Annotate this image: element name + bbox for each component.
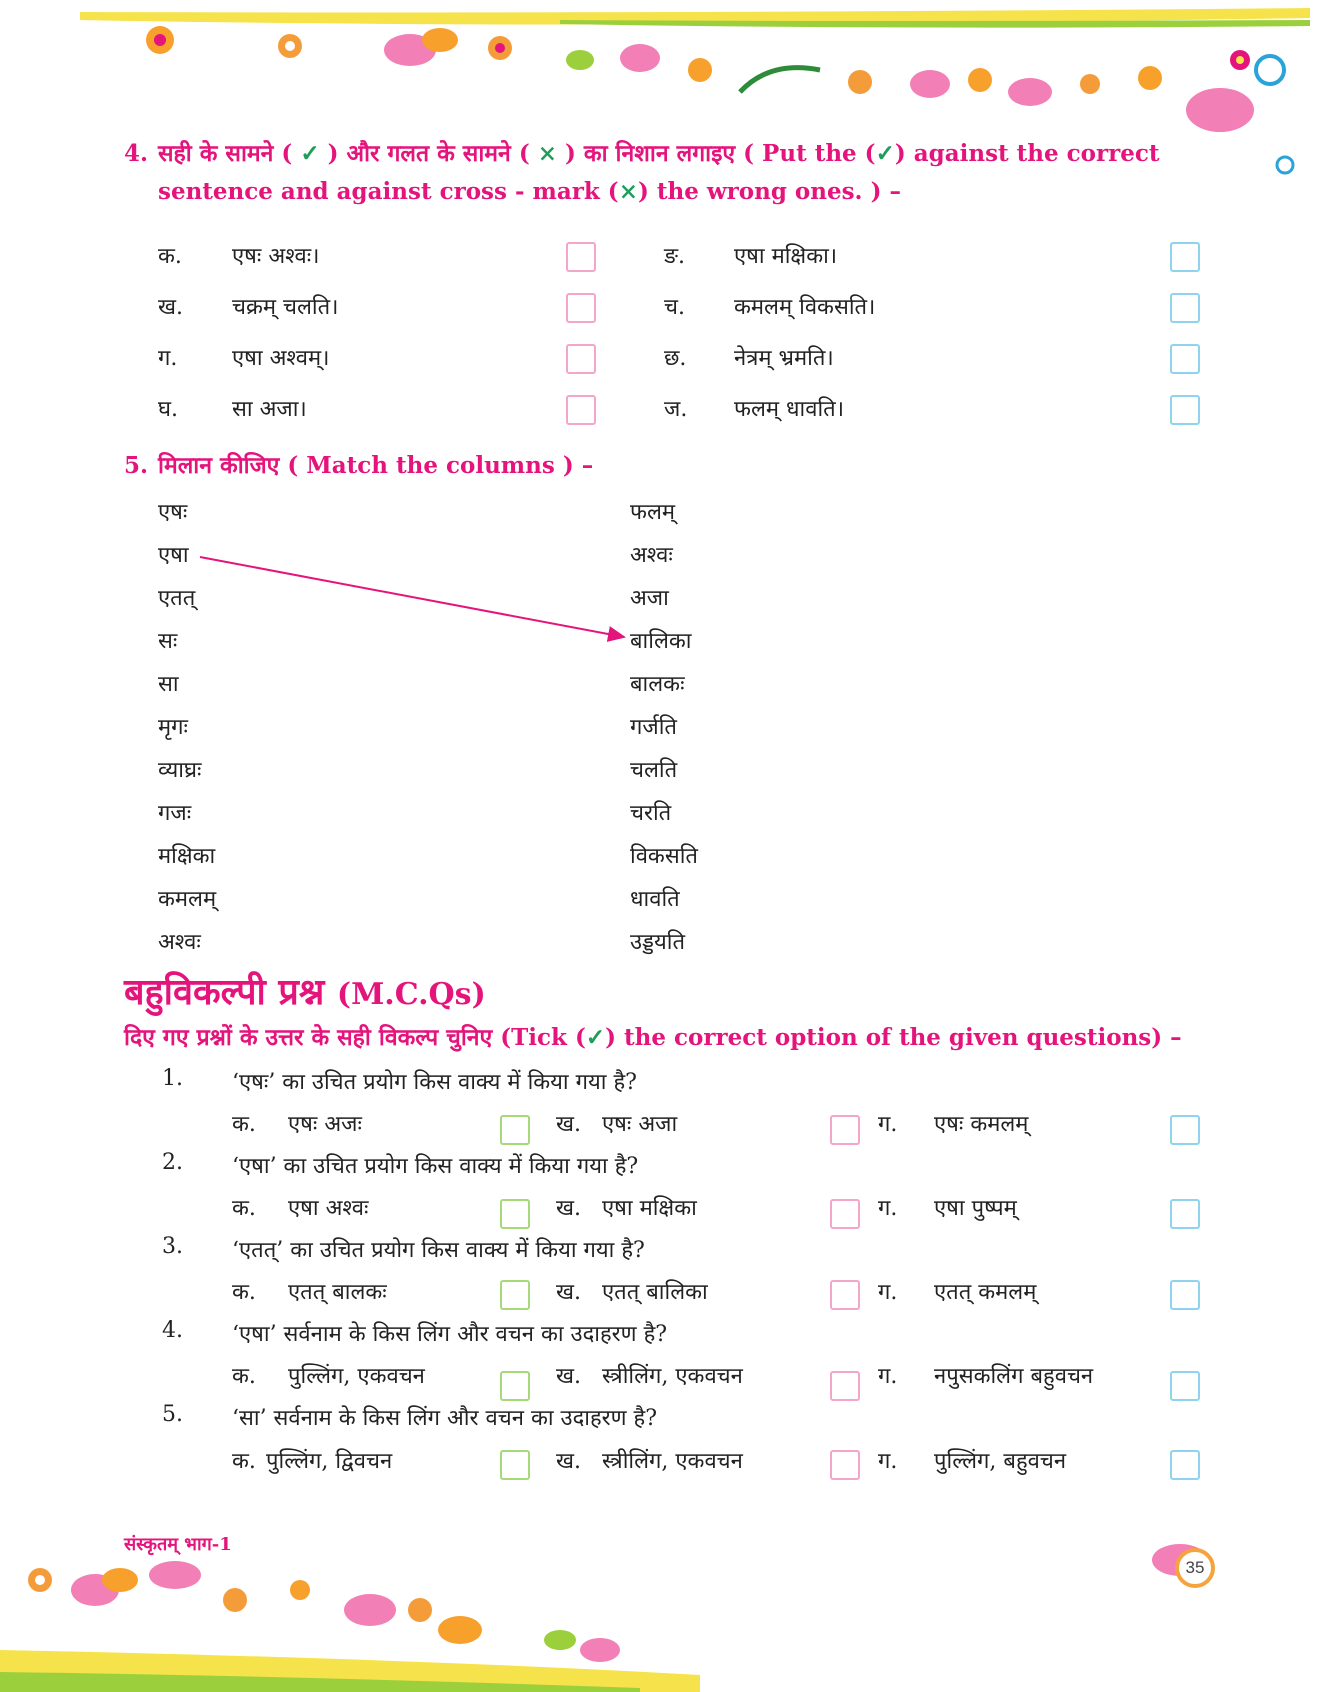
match-left-item: मृगः bbox=[158, 715, 188, 740]
q4-title-part3: ) का निशान लगाइए ( Put the ( bbox=[565, 140, 876, 167]
mcq-option-c: एषा पुष्पम् bbox=[934, 1196, 1017, 1221]
mcq-option-label: क. bbox=[232, 1280, 256, 1305]
mcq-option-label: ख. bbox=[556, 1449, 581, 1474]
mcq-option-a: एषः अजः bbox=[288, 1112, 362, 1137]
mcq-question-number: 2. bbox=[162, 1150, 183, 1175]
mcq-heading-en: (M.C.Qs) bbox=[336, 977, 486, 1012]
mcq-heading bbox=[124, 966, 486, 1015]
tick-icon: ✓ bbox=[585, 1024, 606, 1051]
mcq-option-c: पुल्लिंग, बहुवचन bbox=[934, 1449, 1067, 1474]
match-left-item: गजः bbox=[158, 801, 192, 826]
q4-number: 4. bbox=[124, 140, 149, 167]
mcq-checkbox[interactable] bbox=[830, 1199, 860, 1229]
mcq-question-number: 4. bbox=[162, 1318, 183, 1343]
mcq-checkbox[interactable] bbox=[830, 1450, 860, 1480]
mcq-option-a: एषा अश्वः bbox=[288, 1196, 369, 1221]
mcq-option-label: ख. bbox=[556, 1280, 581, 1305]
mcq-checkbox[interactable] bbox=[500, 1199, 530, 1229]
mcq-option-b: स्त्रीलिंग, एकवचन bbox=[602, 1449, 743, 1474]
mcq-checkbox[interactable] bbox=[1170, 1115, 1200, 1145]
bottom-floral-border bbox=[0, 1540, 1332, 1692]
tick-icon: ✓ bbox=[875, 140, 895, 167]
mcq-option-label: ग. bbox=[878, 1364, 898, 1389]
mcq-checkbox[interactable] bbox=[830, 1280, 860, 1310]
mcq-question-number: 1. bbox=[162, 1066, 183, 1091]
mcq-instruction-part2: ) the correct option of the given questions) – bbox=[605, 1024, 1182, 1051]
match-right-item: बालिका bbox=[630, 629, 692, 654]
mcq-question-text: ‘एषा’ सर्वनाम के किस लिंग और वचन का उदाहरण है? bbox=[232, 1322, 668, 1347]
mcq-option-a: पुल्लिंग, द्विवचन bbox=[266, 1449, 393, 1474]
q4-title-part1: सही के सामने ( bbox=[158, 140, 293, 167]
mcq-checkbox[interactable] bbox=[500, 1115, 530, 1145]
match-right-item: गर्जति bbox=[630, 715, 677, 740]
mcq-option-label: ग. bbox=[878, 1280, 898, 1305]
cross-icon: × bbox=[618, 178, 638, 205]
mcq-option-label: क. bbox=[232, 1364, 256, 1389]
match-right-item: चरति bbox=[630, 801, 672, 826]
q4-item-label: ङ. bbox=[664, 244, 686, 269]
mcq-question-text: ‘एषा’ का उचित प्रयोग किस वाक्य में किया गया है? bbox=[232, 1154, 639, 1179]
q4-item-label: ज. bbox=[664, 397, 688, 422]
mcq-question-number: 3. bbox=[162, 1234, 183, 1259]
match-right-item: विकसति bbox=[630, 844, 698, 869]
mcq-checkbox[interactable] bbox=[1170, 1199, 1200, 1229]
match-right-item: अजा bbox=[630, 586, 669, 611]
mcq-option-label: क. bbox=[232, 1196, 256, 1221]
match-left-item: व्याघ्रः bbox=[158, 758, 202, 783]
match-right-item: धावति bbox=[630, 887, 680, 912]
mcq-option-b: एतत् बालिका bbox=[602, 1280, 708, 1305]
q4-title-part4: ) against the correct bbox=[894, 140, 1160, 167]
q4-item-text: फलम् धावति। bbox=[734, 397, 845, 422]
mcq-option-b: एषः अजा bbox=[602, 1112, 678, 1137]
match-right-item: फलम् bbox=[630, 500, 676, 525]
match-right-item: अश्वः bbox=[630, 543, 673, 568]
mcq-option-a: पुल्लिंग, एकवचन bbox=[288, 1364, 425, 1389]
mcq-option-label: क. bbox=[232, 1112, 256, 1137]
match-left-item: एतत् bbox=[158, 586, 196, 611]
q4-item-text: सा अजा। bbox=[232, 397, 307, 422]
match-right-item: बालकः bbox=[630, 672, 685, 697]
mcq-option-label: ख. bbox=[556, 1364, 581, 1389]
mcq-option-label: ख. bbox=[556, 1112, 581, 1137]
mcq-checkbox[interactable] bbox=[500, 1450, 530, 1480]
mcq-heading-hi: बहुविकल्पी प्रश्न bbox=[124, 971, 325, 1013]
mcq-checkbox[interactable] bbox=[500, 1371, 530, 1401]
cross-icon: × bbox=[537, 140, 558, 167]
q5-title-text: मिलान कीजिए ( Match the columns ) – bbox=[158, 452, 594, 479]
mcq-option-b: स्त्रीलिंग, एकवचन bbox=[602, 1364, 743, 1389]
mcq-option-c: नपुसकलिंग बहुवचन bbox=[934, 1364, 1094, 1389]
mcq-checkbox[interactable] bbox=[830, 1115, 860, 1145]
q4-title-part6: ) the wrong ones. ) – bbox=[637, 178, 901, 205]
mcq-option-label: ख. bbox=[556, 1196, 581, 1221]
mcq-option-c: एतत् कमलम् bbox=[934, 1280, 1037, 1305]
q4-item-text: एषा अश्वम्। bbox=[232, 346, 330, 371]
q4-title-part5: sentence and against cross - mark ( bbox=[158, 178, 619, 205]
mcq-instruction-part1: दिए गए प्रश्नों के उत्तर के सही विकल्प चुनिए (Tick ( bbox=[124, 1024, 586, 1051]
match-left-item: एषः bbox=[158, 500, 188, 525]
mcq-option-c: एषः कमलम् bbox=[934, 1112, 1029, 1137]
mcq-question-text: ‘सा’ सर्वनाम के किस लिंग और वचन का उदाहरण है? bbox=[232, 1406, 658, 1431]
q4-item-text: कमलम् विकसति। bbox=[734, 295, 876, 320]
match-right-item: चलति bbox=[630, 758, 678, 783]
q4-item-label: ख. bbox=[158, 295, 183, 320]
mcq-question-text: ‘एतत्’ का उचित प्रयोग किस वाक्य में किया गया है? bbox=[232, 1238, 645, 1263]
book-title: संस्कृतम् भाग-1 bbox=[124, 1534, 232, 1555]
mcq-checkbox[interactable] bbox=[1170, 1280, 1200, 1310]
match-left-item: एषा bbox=[158, 543, 189, 568]
match-left-item: कमलम् bbox=[158, 887, 217, 912]
q4-item-label: क. bbox=[158, 244, 182, 269]
match-left-item: सा bbox=[158, 672, 179, 697]
mcq-option-label: ग. bbox=[878, 1112, 898, 1137]
mcq-option-label: ग. bbox=[878, 1449, 898, 1474]
q4-item-text: एषा मक्षिका। bbox=[734, 244, 838, 269]
q4-title-part2: ) और गलत के सामने ( bbox=[327, 140, 530, 167]
mcq-checkbox[interactable] bbox=[830, 1371, 860, 1401]
mcq-question-text: ‘एषः’ का उचित प्रयोग किस वाक्य में किया गया है? bbox=[232, 1070, 637, 1095]
mcq-checkbox[interactable] bbox=[1170, 1450, 1200, 1480]
q4-item-label: ग. bbox=[158, 346, 178, 371]
mcq-question-number: 5. bbox=[162, 1402, 183, 1427]
q5-number: 5. bbox=[124, 452, 149, 479]
page-number: 35 bbox=[1175, 1548, 1215, 1588]
match-left-item: सः bbox=[158, 629, 178, 654]
mcq-checkbox[interactable] bbox=[1170, 1371, 1200, 1401]
mcq-instruction bbox=[124, 1020, 1182, 1052]
mcq-option-a: एतत् बालकः bbox=[288, 1280, 387, 1305]
mcq-checkbox[interactable] bbox=[500, 1280, 530, 1310]
tick-icon: ✓ bbox=[300, 140, 320, 167]
match-right-item: उड्डयति bbox=[630, 930, 685, 955]
mcq-option-label: क. bbox=[232, 1449, 256, 1474]
q4-item-text: एषः अश्वः। bbox=[232, 244, 320, 269]
match-left-item: मक्षिका bbox=[158, 844, 216, 869]
q4-item-label: घ. bbox=[158, 397, 178, 422]
mcq-option-b: एषा मक्षिका bbox=[602, 1196, 697, 1221]
mcq-option-label: ग. bbox=[878, 1196, 898, 1221]
q4-item-label: च. bbox=[664, 295, 685, 320]
q4-item-text: चक्रम् चलति। bbox=[232, 295, 339, 320]
match-left-item: अश्वः bbox=[158, 930, 201, 955]
q4-item-label: छ. bbox=[664, 346, 687, 371]
q4-item-text: नेत्रम् भ्रमति। bbox=[734, 346, 834, 371]
